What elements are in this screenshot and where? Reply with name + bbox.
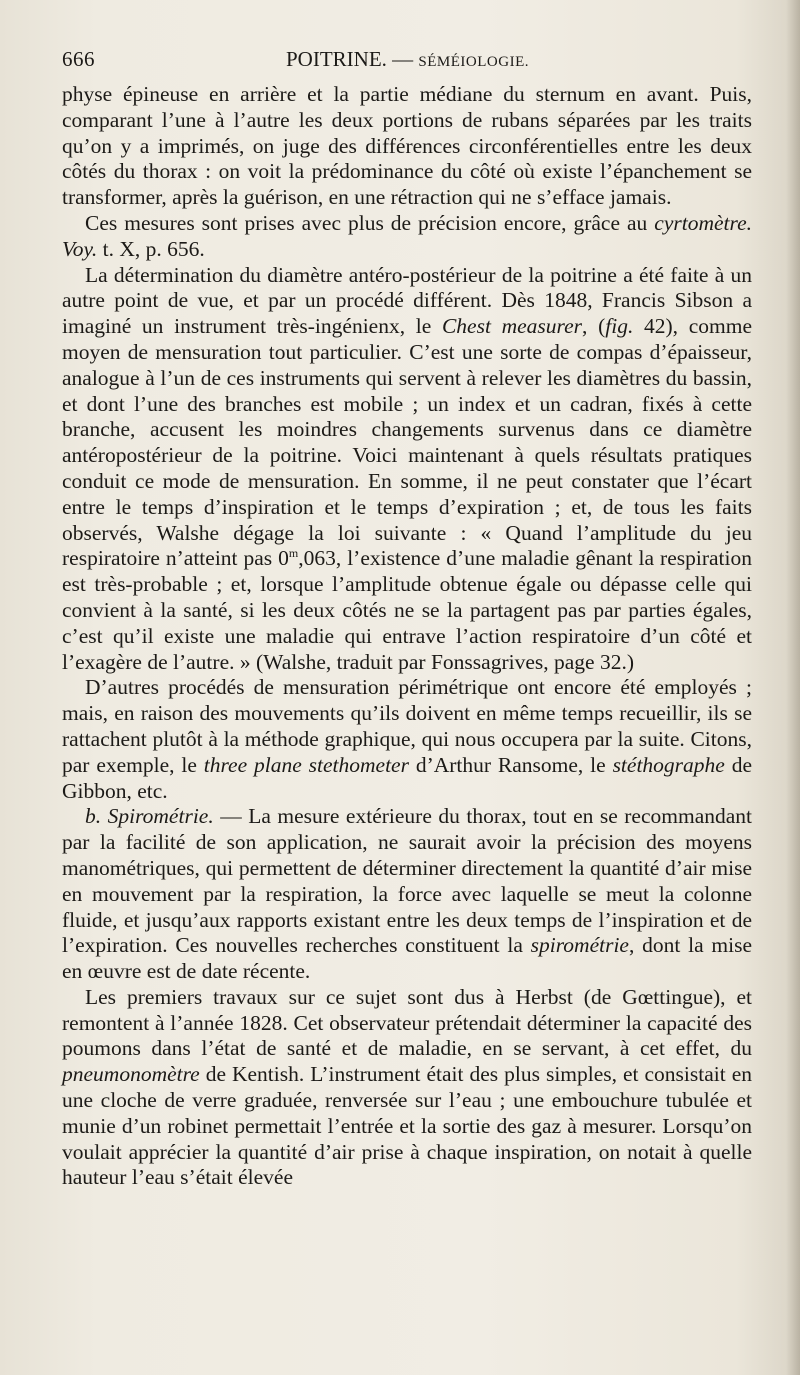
- paragraph: [62, 211, 752, 263]
- text-run: , (: [582, 314, 606, 339]
- running-header: [62, 44, 752, 74]
- italic-run: pneumonomètre: [62, 1062, 200, 1087]
- italic-run: spirométrie: [530, 933, 629, 958]
- superscript-unit: m: [288, 546, 299, 561]
- italic-run: cyrtomètre. Voy.: [62, 210, 752, 261]
- paragraph: [62, 804, 752, 985]
- italic-run: three plane stethometer: [203, 752, 409, 777]
- text-run: D’autres procédés de mensuration périmétrique ont encore été employés ; mais, en raison des mouvements qu’ils doivent en même temps recueillir, ils se rattachent plutôt à la méthode graphique, qui nous occupera par la suite. Citons, par exemple, le: [62, 675, 752, 777]
- text-run: La détermination du diamètre antéro-postérieur de la poitrine a été faite à un autre point de vue, et par un procédé différent. Dès 1848, Francis Sibson a imaginé un instrument très-ingénienx, le: [62, 262, 752, 339]
- italic-run: fig.: [605, 314, 634, 339]
- text-run: Les premiers travaux sur ce sujet sont dus à Herbst (de Gœttingue), et remontent à l’année 1828. Cet observateur prétendait déterminer la capacité des poumons dans l’état de santé et de maladie, en se servant, à cet effet, du: [62, 984, 752, 1061]
- paragraph: [62, 985, 752, 1191]
- page-edge-shadow: [786, 0, 800, 1375]
- text-run: ,063, l’existence d’une maladie gênant la respiration est très-probable ; et, lorsque l’amplitude obtenue égale ou dépasse celle qui convient à la santé, si les deux côtés ne se la partagent pas par parties égales, c’est qu’il existe une maladie qui entrave l’action respiratoire d’un côté et l’exagère de l’autre. » (Walshe, traduit par Fonssagrives, page 32.): [62, 546, 752, 674]
- italic-run: b. Spirométrie.: [85, 804, 214, 829]
- header-subtitle: SÉMÉIOLOGIE.: [418, 54, 529, 70]
- text-run: physe épineuse en arrière et la partie médiane du sternum en avant. Puis, comparant l’une à l’autre les deux portions de rubans séparées par les traits qu’on y a imprimés, on juge des différences circonférentielles entre les deux côtés du thorax : on voit la prédominance du côté où existe l’épanchement se transformer, après la guérison, en une rétraction qui ne s’efface jamais.: [62, 82, 752, 210]
- paragraph: [62, 675, 752, 804]
- text-run: Ces mesures sont prises avec plus de précision encore, grâce au: [85, 210, 655, 235]
- text-run: de Kentish. L’instrument était des plus simples, et consistait en une cloche de verre graduée, renversée sur l’eau ; une embouchure tubulée et munie d’un robinet permettait l’entrée et la sortie des gaz à mesurer. Lorsqu’on voulait apprécier la quantité d’air prise à chaque inspiration, on notait à quelle hauteur l’eau s’était élevée: [62, 1062, 752, 1190]
- text-run: d’Arthur Ransome, le: [408, 752, 613, 777]
- header-dash: —: [392, 47, 414, 71]
- page-number: 666: [62, 47, 95, 71]
- text-run: 42), comme moyen de mensuration tout particulier. C’est une sorte de compas d’épaisseur, analogue à l’un de ces instruments qui servent à relever les diamètres du bassin, et dont l’une des branches est mobile ; un index et un cadran, fixés à cette branche, accusent les moindres changements survenus dans ce diamètre antéropostérieur de la poitrine. Voici maintenant à quels résultats pratiques conduit ce mode de mensuration. En somme, il ne peut constater que l’écart entre le temps d’inspiration et le temps d’expiration ; et, de tous les faits observés, Walshe dégage la loi suivante : « Quand l’amplitude du jeu respiratoire n’atteint pas 0: [62, 314, 752, 571]
- italic-run: stéthographe: [612, 752, 725, 777]
- text-run: de Gibbon, etc.: [62, 752, 753, 803]
- body-text: [62, 82, 752, 1191]
- text-run: , dont la mise en œuvre est de date récente.: [62, 933, 752, 984]
- text-run: t. X, p. 656.: [97, 236, 205, 261]
- paragraph: [62, 263, 752, 676]
- header-title: POITRINE.: [286, 47, 387, 71]
- paragraph: [62, 82, 752, 211]
- italic-run: Chest measurer: [441, 314, 583, 339]
- running-title: [286, 44, 529, 77]
- text-run: — La mesure extérieure du thorax, tout en se recommandant par la facilité de son application, ne saurait avoir la précision des moyens manométriques, qui permettent de déterminer directement la quantité d’air mise en mouvement par la respiration, la force avec laquelle se meut la colonne fluide, et jusqu’aux rapports existant entre les deux temps de l’inspiration et de l’expiration. Ces nouvelles recherches constituent la: [62, 804, 753, 958]
